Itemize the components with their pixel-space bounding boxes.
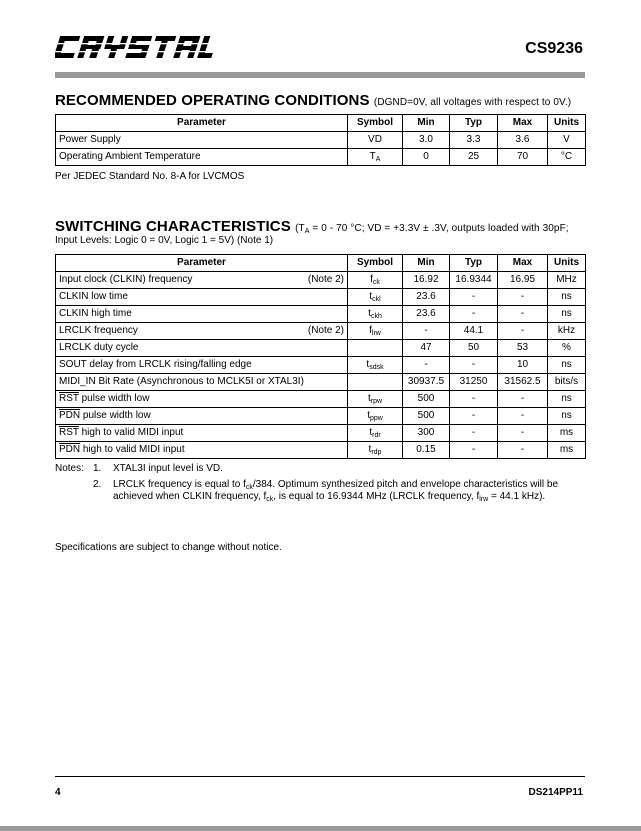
note-text: XTAL3I input level is VD.	[113, 463, 223, 474]
table-row	[56, 289, 586, 306]
switching-table	[55, 254, 586, 459]
symbol-cell	[348, 272, 403, 289]
max-cell: 3.6	[498, 132, 548, 149]
symbol-cell	[348, 306, 403, 323]
table-row	[56, 408, 586, 425]
symbol-subscript: ck	[372, 279, 380, 286]
col-header: Parameter	[56, 115, 348, 132]
min-cell: 16.92	[403, 272, 450, 289]
table-header-row	[56, 115, 586, 132]
units-cell: ns	[548, 357, 586, 374]
symbol-main: t	[369, 427, 373, 438]
symbol-subscript: ppw	[369, 415, 383, 422]
typ-cell: 25	[450, 149, 498, 166]
rec-conditions-subtitle: (DGND=0V, all voltages with respect to 0V.)	[373, 97, 572, 108]
symbol-cell: VD	[348, 132, 403, 149]
document-id: DS214PP11	[528, 787, 583, 798]
max-cell: 31562.5	[498, 374, 548, 391]
crystal-logo-graphic	[55, 34, 215, 62]
max-cell: 10	[498, 357, 548, 374]
units-cell: ms	[548, 425, 586, 442]
min-cell: 300	[403, 425, 450, 442]
page-number: 4	[55, 787, 61, 798]
switching-conditions-line2: Input Levels: Logic 0 = 0V, Logic 1 = 5V) (Note 1)	[55, 235, 274, 246]
typ-cell: -	[450, 442, 498, 459]
min-cell: 500	[403, 391, 450, 408]
bottom-bar	[0, 826, 641, 831]
switching-title: SWITCHING CHARACTERISTICS	[55, 218, 291, 235]
jedec-footnote: Per JEDEC Standard No. 8-A for LVCMOS	[55, 171, 245, 182]
symbol-cell	[348, 408, 403, 425]
max-cell: 16.95	[498, 272, 548, 289]
parameter-cell	[56, 408, 348, 425]
parameter-cell: Power Supply	[56, 132, 348, 149]
symbol-main: t	[369, 291, 373, 302]
max-cell: 70	[498, 149, 548, 166]
parameter-text: MIDI_IN Bit Rate (Asynchronous to MCLK5I or XTAL3I)	[59, 376, 304, 387]
note-ref: (Note 2)	[307, 274, 344, 285]
parameter-cell	[56, 289, 348, 306]
max-cell: -	[498, 425, 548, 442]
symbol-cell	[348, 357, 403, 374]
note-ref: (Note 2)	[307, 325, 344, 336]
parameter-text: Input clock (CLKIN) frequency	[59, 274, 193, 285]
table-row	[56, 374, 586, 391]
parameter-cell	[56, 425, 348, 442]
max-cell: -	[498, 323, 548, 340]
table-row	[56, 323, 586, 340]
table-row	[56, 149, 586, 166]
symbol-cell	[348, 391, 403, 408]
col-header: Typ	[450, 115, 498, 132]
symbol-subscript: lrw	[371, 330, 381, 337]
parameter-text: SOUT delay from LRCLK rising/falling edge	[59, 359, 252, 370]
min-cell: -	[403, 323, 450, 340]
col-header: Typ	[450, 255, 498, 272]
units-cell: ms	[548, 442, 586, 459]
parameter-text: LRCLK duty cycle	[59, 342, 139, 353]
symbol-subscript: ckl	[372, 296, 381, 303]
table-row	[56, 132, 586, 149]
min-cell: 47	[403, 340, 450, 357]
min-cell: -	[403, 357, 450, 374]
table-row	[56, 357, 586, 374]
max-cell: -	[498, 289, 548, 306]
overlined-signal: $\overline{PDN}$	[59, 444, 81, 455]
symbol-cell	[348, 374, 403, 391]
symbol-main: t	[368, 444, 372, 455]
units-cell: °C	[548, 149, 586, 166]
min-cell: 3.0	[403, 132, 450, 149]
parameter-text: pulse width low	[78, 393, 150, 404]
overlined-signal: $\overline{PDN}$	[59, 410, 81, 421]
col-header: Units	[548, 115, 586, 132]
typ-cell: -	[450, 391, 498, 408]
note-number: 1.	[93, 463, 102, 474]
typ-cell: -	[450, 357, 498, 374]
parameter-cell	[56, 323, 348, 340]
symbol-cell	[348, 425, 403, 442]
symbol-subscript: A	[375, 156, 381, 163]
crystal-logo	[55, 34, 215, 67]
symbol-main: f	[369, 325, 372, 336]
symbol-main: t	[367, 393, 371, 404]
parameter-text: LRCLK frequency	[59, 325, 138, 336]
max-cell: 53	[498, 340, 548, 357]
table-row	[56, 272, 586, 289]
units-cell: V	[548, 132, 586, 149]
rec-conditions-table	[55, 114, 586, 166]
typ-cell: 44.1	[450, 323, 498, 340]
col-header: Parameter	[56, 255, 348, 272]
max-cell: -	[498, 408, 548, 425]
cond-prefix: (T	[295, 223, 305, 234]
rec-conditions-heading	[55, 92, 585, 109]
min-cell: 500	[403, 408, 450, 425]
symbol-subscript: ckh	[370, 313, 382, 320]
typ-cell: -	[450, 408, 498, 425]
symbol-main: t	[366, 359, 370, 370]
notes-label: Notes:	[55, 463, 84, 474]
units-cell: ns	[548, 289, 586, 306]
footer-rule	[55, 776, 585, 777]
col-header: Symbol	[348, 115, 403, 132]
symbol-cell	[348, 442, 403, 459]
min-cell: 23.6	[403, 289, 450, 306]
parameter-cell	[56, 340, 348, 357]
col-header: Max	[498, 115, 548, 132]
min-cell: 23.6	[403, 306, 450, 323]
parameter-cell	[56, 306, 348, 323]
symbol-main: f	[370, 274, 373, 285]
symbol-subscript: rdp	[371, 449, 382, 456]
typ-cell: 50	[450, 340, 498, 357]
col-header: Symbol	[348, 255, 403, 272]
parameter-text: CLKIN low time	[59, 291, 128, 302]
table-row	[56, 425, 586, 442]
cond-subscript: A	[304, 228, 310, 235]
overlined-signal: $\overline{RST}$	[59, 427, 79, 438]
typ-cell: 16.9344	[450, 272, 498, 289]
parameter-cell	[56, 374, 348, 391]
parameter-text: high to valid MIDI input	[80, 444, 185, 455]
symbol-cell	[348, 149, 403, 166]
units-cell: ns	[548, 306, 586, 323]
max-cell: -	[498, 306, 548, 323]
typ-cell: -	[450, 306, 498, 323]
symbol-main: t	[368, 308, 371, 319]
symbol-cell	[348, 289, 403, 306]
disclaimer: Specifications are subject to change without notice.	[55, 542, 282, 553]
recommended-operating-conditions-section	[55, 92, 585, 182]
table-row	[56, 340, 586, 357]
symbol-subscript: rdr	[372, 432, 381, 439]
symbol-main: T	[369, 151, 376, 162]
units-cell: kHz	[548, 323, 586, 340]
units-cell: ns	[548, 408, 586, 425]
overlined-signal: $\overline{RST}$	[59, 393, 79, 404]
switching-heading	[55, 218, 585, 235]
col-header: Min	[403, 255, 450, 272]
parameter-text: high to valid MIDI input	[78, 427, 184, 438]
table-row	[56, 442, 586, 459]
parameter-text: pulse width low	[80, 410, 151, 421]
switching-conditions	[295, 223, 569, 234]
note-2	[55, 479, 585, 503]
parameter-text: CLKIN high time	[59, 308, 132, 319]
table-row	[56, 306, 586, 323]
min-cell: 30937.5	[403, 374, 450, 391]
note-1	[55, 463, 585, 475]
typ-cell: 3.3	[450, 132, 498, 149]
switching-characteristics-section	[55, 218, 585, 503]
parameter-cell	[56, 272, 348, 289]
cond-rest: = 0 - 70 °C; VD = +3.3V ± .3V, outputs loaded with 30pF;	[309, 223, 569, 234]
note-text: LRCLK frequency is equal to $f_{ck}/384$. Optimum synthesized pitch and envelope characteristics will be achieved when CLKIN frequency, $f_{ck}$, is equal to 16.9344 MHz (LRCLK frequency, $f_{lrw} = 44.1$ kHz).	[113, 479, 559, 503]
symbol-cell	[348, 323, 403, 340]
max-cell: -	[498, 391, 548, 408]
min-cell: 0	[403, 149, 450, 166]
table-header-row	[56, 255, 586, 272]
notes	[55, 463, 585, 503]
note-number: 2.	[93, 479, 102, 490]
units-cell: MHz	[548, 272, 586, 289]
units-cell: bits/s	[548, 374, 586, 391]
typ-cell: 31250	[450, 374, 498, 391]
parameter-cell	[56, 391, 348, 408]
units-cell: ns	[548, 391, 586, 408]
symbol-main: t	[367, 410, 370, 421]
max-cell: -	[498, 442, 548, 459]
rec-conditions-title: RECOMMENDED OPERATING CONDITIONS	[55, 92, 370, 109]
min-cell: 0.15	[403, 442, 450, 459]
typ-cell: -	[450, 289, 498, 306]
symbol-subscript: sdsk	[369, 364, 384, 371]
col-header: Min	[403, 115, 450, 132]
col-header: Max	[498, 255, 548, 272]
units-cell: %	[548, 340, 586, 357]
symbol-cell	[348, 340, 403, 357]
parameter-cell	[56, 442, 348, 459]
symbol-subscript: rpw	[370, 398, 383, 405]
parameter-cell: Operating Ambient Temperature	[56, 149, 348, 166]
table-row	[56, 391, 586, 408]
typ-cell: -	[450, 425, 498, 442]
part-number: CS9236	[525, 40, 583, 57]
col-header: Units	[548, 255, 586, 272]
header-rule	[55, 72, 585, 78]
parameter-cell	[56, 357, 348, 374]
